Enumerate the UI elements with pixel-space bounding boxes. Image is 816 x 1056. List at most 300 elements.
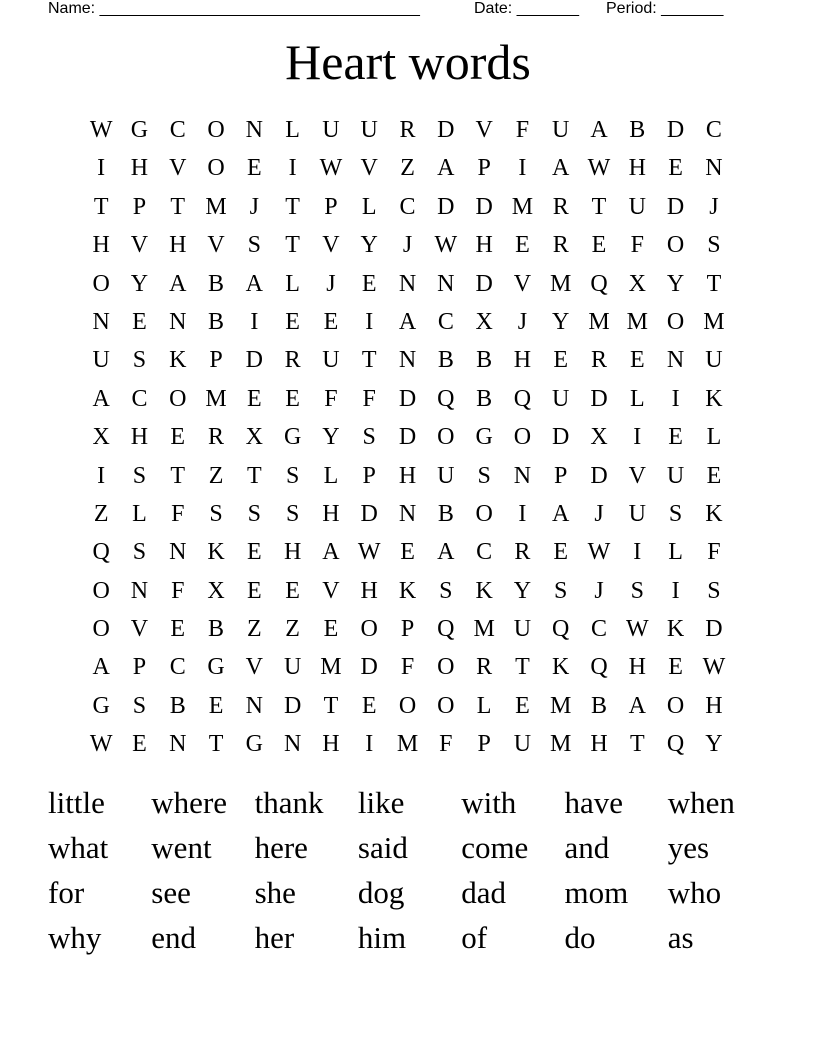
grid-letter: S (285, 500, 300, 527)
grid-letter: Q (513, 385, 532, 412)
grid-letter: N (130, 577, 149, 604)
grid-letter: C (476, 539, 493, 566)
grid-letter: Y (666, 270, 685, 297)
grid-letter: N (169, 308, 187, 335)
grid-letter: L (706, 424, 722, 451)
grid-letter: T (706, 270, 722, 297)
grid-letter: I (671, 385, 680, 412)
grid-letter: D (283, 692, 302, 719)
grid-letter: M (588, 308, 610, 335)
grid-letter: D (437, 193, 455, 220)
grid-letter: M (550, 731, 572, 758)
grid-letter: L (285, 117, 300, 143)
grid-letter: O (207, 155, 225, 182)
grid-letter: F (324, 385, 338, 412)
page-title: Heart words (285, 34, 531, 90)
grid-letter: B (437, 347, 454, 374)
grid-letter: W (89, 731, 113, 758)
grid-letter: H (705, 692, 723, 719)
grid-letter: D (590, 385, 608, 412)
grid-letter: N (666, 347, 685, 374)
grid-letter: D (666, 193, 685, 220)
grid-letter: C (131, 385, 148, 412)
grid-letter: H (513, 347, 532, 374)
grid-letter: Y (360, 232, 378, 259)
grid-letter: A (245, 270, 263, 297)
grid-letter: Z (400, 155, 415, 182)
grid-letter: W (434, 232, 458, 259)
grid-letter: X (92, 424, 110, 451)
name-field: Name: ____________________________________ (48, 0, 420, 17)
word-bank (48, 780, 768, 960)
grid-letter: H (628, 654, 646, 681)
grid-letter: M (473, 616, 495, 643)
grid-letter: K (705, 500, 723, 527)
grid-letter: C (591, 616, 608, 643)
grid-letter: B (437, 500, 454, 527)
grid-row (82, 457, 732, 495)
grid-letter: K (398, 577, 417, 604)
grid-letter: T (361, 347, 377, 374)
grid-letter: V (513, 270, 532, 297)
grid-letter: L (629, 385, 645, 412)
grid-letter: G (207, 654, 225, 681)
grid-letter: E (706, 462, 722, 489)
grid-letter: N (169, 731, 187, 758)
grid-letter: K (666, 616, 685, 643)
grid-letter: U (322, 117, 340, 143)
grid-letter: H (169, 232, 187, 259)
grid-letter: E (170, 424, 186, 451)
grid-letter: N (398, 500, 417, 527)
grid-letter: M (703, 308, 725, 335)
grid-letter: N (283, 731, 302, 758)
grid-letter: A (590, 117, 608, 143)
grid-letter: L (361, 193, 377, 220)
grid-letter: G (245, 731, 263, 758)
grid-letter: D (245, 347, 263, 374)
grid-letter: A (92, 654, 110, 681)
grid-row (82, 533, 732, 571)
grid-letter: H (398, 462, 417, 489)
grid-letter: T (629, 731, 645, 758)
grid-letter: V (207, 232, 225, 259)
grid-letter: J (709, 193, 719, 220)
grid-letter: B (591, 692, 608, 719)
grid-letter: E (668, 654, 683, 681)
grid-letter: N (245, 117, 263, 143)
grid-letter: S (132, 539, 147, 566)
grid-letter: H (322, 731, 340, 758)
grid-row (82, 495, 732, 533)
grid-letter: M (626, 308, 648, 335)
grid-letter: W (357, 539, 381, 566)
grid-letter: H (283, 539, 302, 566)
grid-letter: N (169, 539, 187, 566)
grid-letter: I (633, 539, 642, 566)
grid-letter: B (208, 308, 225, 335)
grid-letter: F (362, 385, 376, 412)
grid-letter: A (437, 539, 455, 566)
word-bank-word: dad (461, 875, 506, 910)
grid-letter: X (475, 308, 493, 335)
grid-letter: W (587, 539, 611, 566)
grid-row (82, 265, 732, 303)
grid-letter: L (476, 692, 492, 719)
grid-letter: T (285, 232, 300, 259)
grid-row (82, 380, 732, 418)
grid-letter: M (205, 385, 227, 412)
grid-letter: K (169, 347, 187, 374)
grid-letter: D (666, 117, 685, 143)
grid-letter: M (550, 270, 572, 297)
grid-letter: C (169, 654, 186, 681)
grid-letter: Q (666, 731, 685, 758)
grid-row (82, 188, 732, 226)
grid-letter: V (360, 155, 378, 182)
grid-letter: T (323, 692, 339, 719)
grid-letter: E (247, 385, 262, 412)
grid-letter: X (245, 424, 263, 451)
grid-letter: B (629, 117, 646, 143)
word-bank-word: what (48, 830, 109, 865)
grid-letter: E (132, 731, 147, 758)
grid-letter: E (247, 539, 262, 566)
word-bank-row (48, 825, 768, 870)
word-bank-word: yes (667, 830, 710, 865)
grid-letter: I (288, 155, 297, 182)
grid-letter: D (590, 462, 608, 489)
grid-letter: R (399, 117, 416, 143)
grid-letter: E (323, 616, 339, 643)
grid-letter: N (705, 155, 723, 182)
grid-letter: S (707, 577, 721, 604)
grid-letter: R (476, 654, 493, 681)
grid-letter: J (249, 193, 259, 220)
grid-letter: M (320, 654, 342, 681)
grid-letter: Q (437, 385, 455, 412)
grid-letter: Y (705, 731, 723, 758)
grid-letter: F (171, 577, 185, 604)
word-bank-word: mom (564, 875, 629, 910)
grid-letter: T (93, 193, 109, 220)
grid-letter: V (322, 577, 340, 604)
grid-letter: N (513, 462, 532, 489)
grid-letter: J (326, 270, 336, 297)
grid-letter: O (666, 232, 685, 259)
grid-letter: P (477, 155, 491, 182)
grid-letter: S (630, 577, 644, 604)
grid-letter: C (169, 117, 186, 143)
grid-letter: D (475, 193, 493, 220)
grid-letter: D (437, 117, 455, 143)
grid-letter: W (702, 654, 726, 681)
grid-letter: Y (322, 424, 340, 451)
grid-letter: I (633, 424, 642, 451)
grid-letter: U (666, 462, 685, 489)
grid-letter: D (475, 270, 493, 297)
grid-letter: O (666, 308, 685, 335)
grid-letter: Q (552, 616, 570, 643)
grid-letter: P (554, 462, 568, 489)
grid-letter: E (285, 308, 300, 335)
word-bank-word: have (564, 785, 624, 820)
grid-letter: G (475, 424, 493, 451)
grid-letter: U (360, 117, 378, 143)
grid-letter: E (515, 692, 530, 719)
word-bank-word: little (48, 785, 105, 820)
grid-letter: V (628, 462, 646, 489)
grid-letter: S (247, 232, 262, 259)
grid-letter: K (552, 654, 570, 681)
grid-row (82, 687, 732, 725)
grid-letter: X (207, 577, 225, 604)
grid-row (82, 725, 732, 763)
grid-letter: F (400, 654, 415, 681)
grid-letter: A (92, 385, 110, 412)
grid-letter: H (322, 500, 340, 527)
grid-letter: U (92, 347, 110, 374)
word-bank-word: thank (254, 785, 324, 820)
grid-letter: L (668, 539, 683, 566)
grid-letter: E (361, 270, 377, 297)
grid-letter: Q (590, 270, 608, 297)
grid-letter: G (283, 424, 302, 451)
grid-letter: S (247, 500, 262, 527)
grid-letter: S (132, 462, 147, 489)
grid-letter: V (130, 616, 149, 643)
grid-letter: U (513, 731, 532, 758)
grid-letter: E (668, 155, 683, 182)
word-bank-word: here (254, 830, 308, 865)
word-bank-word: and (564, 830, 610, 865)
grid-letter: M (396, 731, 419, 758)
grid-row (82, 341, 732, 379)
grid-letter: I (250, 308, 259, 335)
grid-letter: V (169, 155, 187, 182)
grid-letter: F (515, 117, 530, 143)
grid-letter: Z (247, 616, 262, 643)
grid-letter: B (208, 616, 225, 643)
grid-letter: U (437, 462, 455, 489)
word-bank-word: him (357, 920, 407, 955)
grid-letter: V (475, 117, 493, 143)
grid-letter: C (437, 308, 454, 335)
grid-letter: I (518, 155, 527, 182)
grid-letter: C (399, 193, 416, 220)
grid-letter: U (283, 654, 302, 681)
grid-letter: P (477, 731, 491, 758)
grid-letter: H (360, 577, 378, 604)
grid-letter: N (398, 347, 417, 374)
grid-row (82, 149, 732, 187)
grid-row (82, 111, 732, 149)
grid-letter: A (628, 692, 646, 719)
grid-letter: E (170, 616, 186, 643)
grid-letter: O (360, 616, 378, 643)
grid-letter: O (92, 270, 110, 297)
grid-letter: K (207, 539, 225, 566)
word-bank-word: do (564, 920, 596, 955)
grid-letter: E (400, 539, 415, 566)
grid-letter: K (705, 385, 723, 412)
grid-letter: Z (285, 616, 300, 643)
grid-letter: D (360, 654, 378, 681)
grid-letter: A (322, 539, 340, 566)
grid-letter: N (245, 692, 263, 719)
grid-letter: O (92, 616, 110, 643)
grid-letter: A (552, 500, 570, 527)
grid-letter: D (398, 385, 417, 412)
word-bank-word: when (667, 785, 735, 820)
word-bank-word: like (357, 785, 405, 820)
grid-letter: B (169, 692, 186, 719)
grid-row (82, 610, 732, 648)
grid-letter: O (92, 577, 110, 604)
period-field: Period: _______ (606, 0, 724, 17)
grid-letter: T (170, 462, 186, 489)
grid-letter: R (208, 424, 225, 451)
grid-letter: E (668, 424, 683, 451)
word-bank-word: said (357, 830, 408, 865)
grid-letter: E (285, 577, 300, 604)
grid-letter: U (628, 193, 646, 220)
word-bank-row (48, 780, 768, 825)
grid-letter: Y (552, 308, 570, 335)
word-bank-row (48, 870, 768, 915)
grid-letter: Q (92, 539, 110, 566)
grid-letter: E (247, 155, 262, 182)
letter-grid (82, 111, 732, 764)
grid-letter: I (365, 731, 374, 758)
grid-letter: O (666, 692, 685, 719)
grid-letter: P (132, 654, 147, 681)
grid-letter: E (629, 347, 645, 374)
grid-letter: H (475, 232, 493, 259)
word-bank-word: where (151, 785, 228, 820)
grid-row (82, 418, 732, 456)
grid-letter: T (285, 193, 300, 220)
grid-letter: U (322, 347, 340, 374)
grid-row (82, 648, 732, 686)
grid-letter: L (132, 500, 147, 527)
grid-letter: O (437, 654, 455, 681)
grid-letter: I (518, 500, 527, 527)
word-bank-word: dog (357, 875, 405, 910)
grid-letter: Z (208, 462, 224, 489)
grid-letter: U (705, 347, 723, 374)
grid-letter: X (628, 270, 646, 297)
grid-letter: E (591, 232, 607, 259)
grid-letter: X (590, 424, 608, 451)
grid-letter: E (361, 692, 377, 719)
grid-letter: G (92, 692, 110, 719)
grid-letter: V (245, 654, 263, 681)
grid-letter: O (169, 385, 187, 412)
grid-letter: P (324, 193, 338, 220)
grid-letter: H (590, 731, 608, 758)
word-bank-word: she (254, 875, 296, 910)
grid-letter: F (630, 232, 644, 259)
grid-letter: S (132, 692, 147, 719)
grid-letter: S (209, 500, 223, 527)
grid-letter: E (208, 692, 224, 719)
grid-letter: E (247, 577, 262, 604)
grid-letter: E (132, 308, 147, 335)
grid-row (82, 572, 732, 610)
grid-letter: R (552, 232, 569, 259)
grid-row (82, 226, 732, 264)
grid-letter: N (437, 270, 455, 297)
grid-letter: B (476, 385, 493, 412)
grid-letter: B (208, 270, 225, 297)
grid-letter: J (402, 232, 413, 259)
date-field: Date: _______ (474, 0, 579, 17)
word-bank-word: who (667, 875, 722, 910)
grid-letter: D (552, 424, 570, 451)
grid-letter: U (552, 117, 570, 143)
grid-letter: J (594, 500, 604, 527)
grid-letter: P (362, 462, 376, 489)
grid-letter: V (322, 232, 340, 259)
grid-letter: T (515, 654, 530, 681)
grid-letter: O (437, 424, 455, 451)
grid-letter: W (89, 117, 113, 143)
word-bank-word: went (151, 830, 212, 865)
grid-letter: U (513, 616, 532, 643)
grid-letter: O (398, 692, 417, 719)
grid-letter: M (550, 692, 572, 719)
grid-letter: P (132, 193, 147, 220)
grid-letter: D (705, 616, 723, 643)
grid-letter: S (707, 232, 721, 259)
word-bank-word: her (254, 920, 295, 955)
grid-letter: U (552, 385, 570, 412)
grid-letter: O (513, 424, 532, 451)
grid-letter: R (514, 539, 531, 566)
grid-letter: E (553, 539, 569, 566)
grid-letter: S (132, 347, 147, 374)
grid-letter: M (511, 193, 534, 220)
grid-letter: I (365, 308, 374, 335)
grid-letter: S (285, 462, 300, 489)
grid-letter: J (594, 577, 604, 604)
grid-letter: S (477, 462, 491, 489)
grid-letter: J (517, 308, 528, 335)
grid-letter: H (130, 155, 149, 182)
grid-letter: D (360, 500, 378, 527)
grid-letter: H (130, 424, 149, 451)
grid-letter: E (323, 308, 339, 335)
word-bank-word: why (48, 920, 102, 955)
grid-letter: E (553, 347, 569, 374)
grid-letter: P (209, 347, 223, 374)
grid-letter: L (285, 270, 300, 297)
grid-letter: E (285, 385, 300, 412)
grid-letter: A (169, 270, 187, 297)
grid-letter: P (400, 616, 415, 643)
word-bank-word: as (667, 920, 694, 955)
grid-letter: S (668, 500, 683, 527)
grid-letter: Y (513, 577, 532, 604)
grid-letter: F (707, 539, 721, 566)
grid-letter: T (208, 731, 224, 758)
grid-letter: S (439, 577, 453, 604)
grid-letter: U (628, 500, 646, 527)
grid-letter: V (130, 232, 149, 259)
grid-letter: R (552, 193, 569, 220)
grid-letter: S (362, 424, 376, 451)
